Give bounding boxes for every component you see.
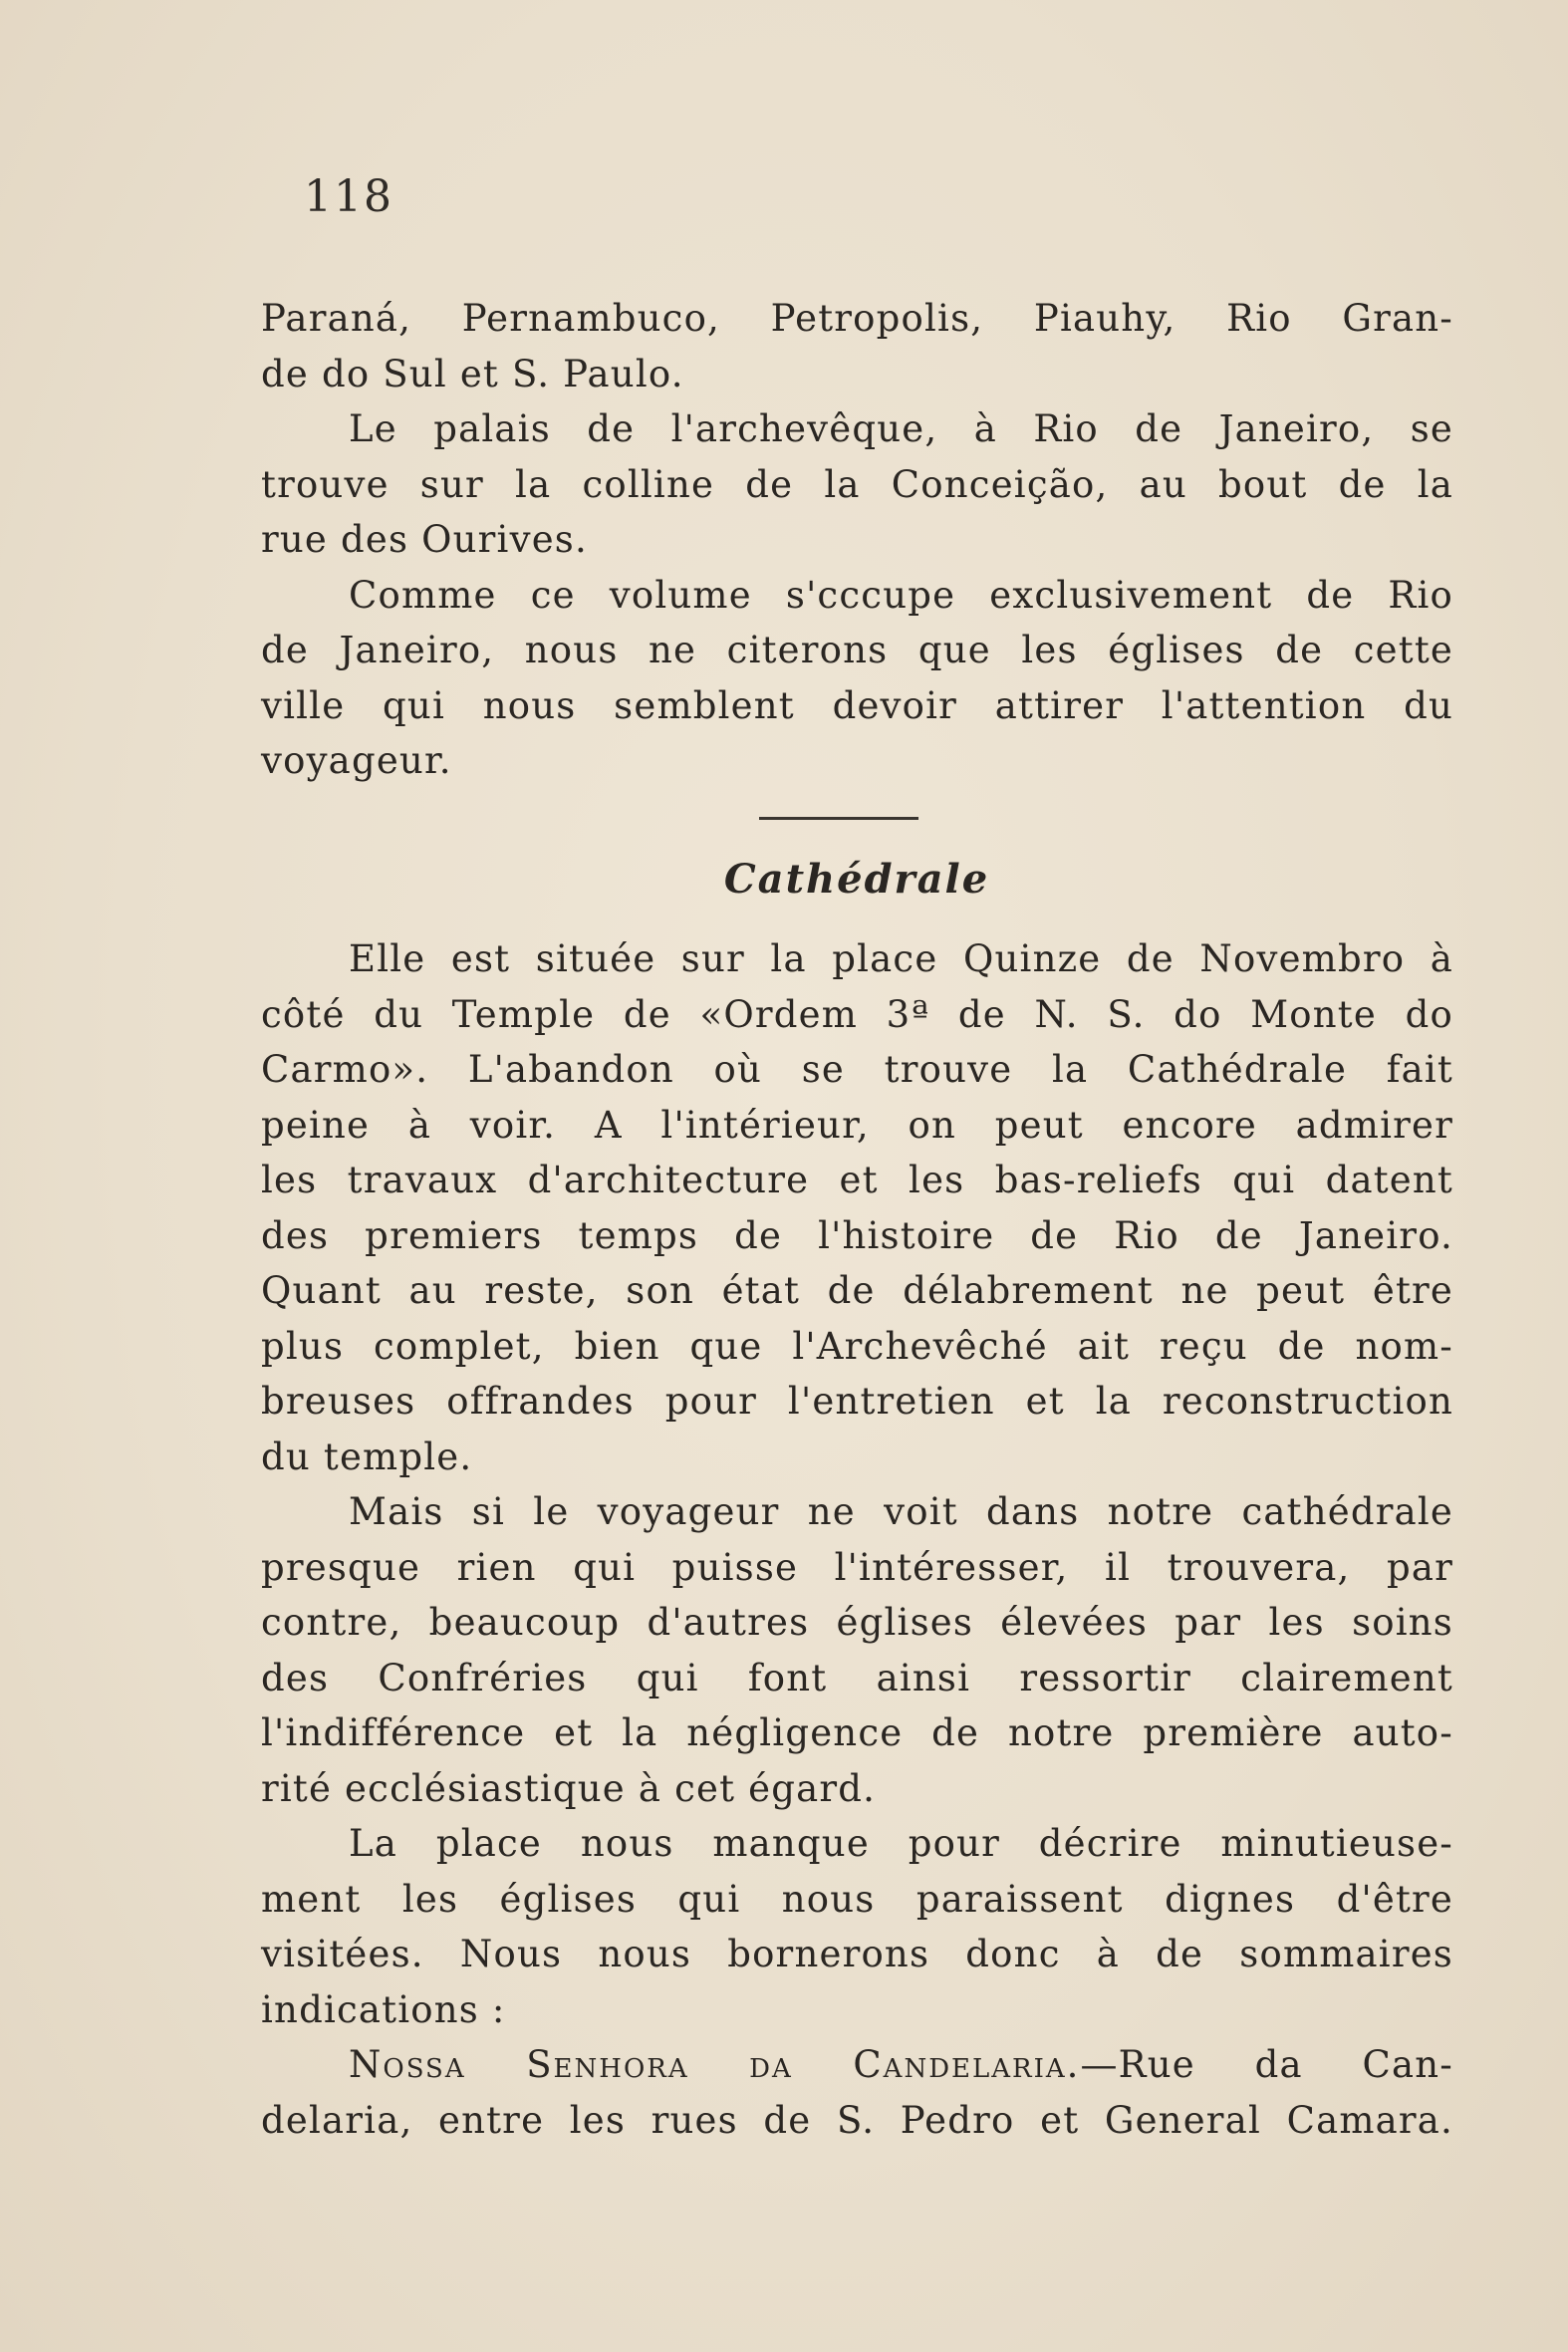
intro-text: [261, 291, 1453, 789]
text-line: presque rien qui puisse l'intéresser, il trouvera, par: [261, 1545, 1453, 1589]
text-line: visitées. Nous nous bornerons donc à de sommaires: [261, 1933, 1453, 1975]
text-line: de do Sul et S. Paulo.: [261, 352, 684, 395]
text-line: Carmo». L'abandon où se trouve la Cathédrale fait: [261, 1048, 1453, 1091]
text-line: Elle est située sur la place Quinze de Novembro à: [349, 937, 1453, 980]
text-line: l'indifférence et la négligence de notre première auto-: [261, 1711, 1453, 1754]
entry-line: [261, 2037, 1453, 2093]
text-line: des premiers temps de l'histoire de Rio de Janeiro.: [261, 1213, 1453, 1257]
text-line: La place nous manque pour décrire minutieuse-: [349, 1822, 1453, 1865]
page-number: 118: [304, 171, 393, 222]
text-line: ville qui nous semblent devoir attirer l'attention du: [261, 683, 1453, 727]
text-line: indications :: [261, 1987, 506, 2031]
text-line: de Janeiro, nous ne citerons que les églises de cette: [261, 629, 1453, 671]
text-line: Comme ce volume s'cccupe exclusivement de Rio: [349, 573, 1453, 617]
text-line: Paraná, Pernambuco, Petropolis, Piauhy, Rio Gran-: [261, 297, 1453, 340]
text-line: Le palais de l'archevêque, à Rio de Janeiro, se: [349, 407, 1453, 450]
text-line: des Confréries qui font ainsi ressortir clairement: [261, 1656, 1453, 1699]
section-heading: Cathédrale: [723, 856, 990, 903]
text-line: les travaux d'architecture et les bas-reliefs qui datent: [261, 1159, 1453, 1201]
text-line: voyageur.: [261, 739, 452, 782]
entry-text: —Rue da Can-: [1080, 2043, 1454, 2086]
text-line: côté du Temple de «Ordem 3ª de N. S. do Monte do: [261, 992, 1453, 1036]
text-line: rité ecclésiastique à cet égard.: [261, 1766, 877, 1810]
section-text: [261, 931, 1453, 2148]
text-line: contre, beaucoup d'autres églises élevées par les soins: [261, 1601, 1453, 1644]
text-line: breuses offrandes pour l'entretien et la reconstruction: [261, 1380, 1453, 1423]
text-line: delaria, entre les rues de S. Pedro et General Camara.: [261, 2098, 1453, 2142]
text-line: peine à voir. A l'intérieur, on peut encore admirer: [261, 1103, 1453, 1147]
text-line: plus complet, bien que l'Archevêché ait reçu de nom-: [261, 1324, 1453, 1368]
text-line: Mais si le voyageur ne voit dans notre cathédrale: [349, 1490, 1453, 1533]
text-line: ment les églises qui nous paraissent dignes d'être: [261, 1877, 1453, 1921]
text-line: trouve sur la colline de la Conceição, au bout de la: [261, 462, 1453, 506]
text-line: du temple.: [261, 1435, 473, 1478]
text-line: Quant au reste, son état de délabrement ne peut être: [261, 1269, 1453, 1312]
section-divider: [759, 817, 918, 820]
entry-name: Nossa Senhora da Candelaria.: [349, 2043, 1081, 2086]
text-line: rue des Ourives.: [261, 518, 588, 561]
